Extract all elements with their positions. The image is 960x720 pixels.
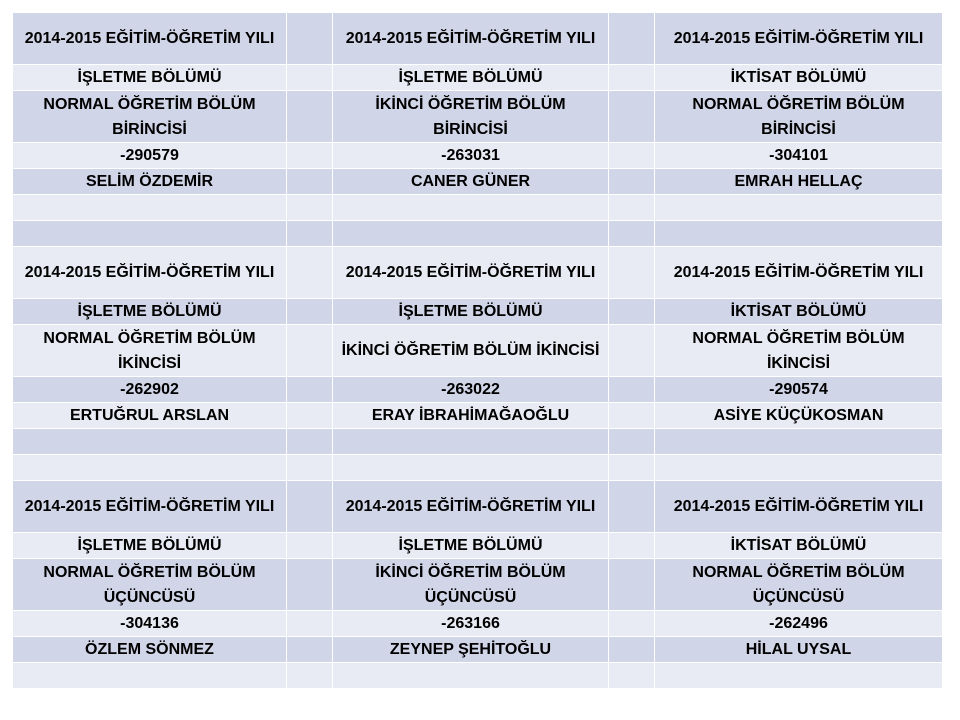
spacer-cell (287, 455, 333, 481)
spacer-cell (609, 65, 655, 91)
spacer-cell (287, 91, 333, 143)
year-cell: 2014-2015 EĞİTİM-ÖĞRETİM YILI (655, 481, 943, 533)
spacer-cell (287, 377, 333, 403)
rank-cell: İKİNCİ ÖĞRETİM BÖLÜM ÜÇÜNCÜSÜ (333, 559, 609, 611)
year-cell: 2014-2015 EĞİTİM-ÖĞRETİM YILI (655, 247, 943, 299)
rank-cell: NORMAL ÖĞRETİM BÖLÜM ÜÇÜNCÜSÜ (655, 559, 943, 611)
spacer-cell (287, 403, 333, 429)
year-cell: 2014-2015 EĞİTİM-ÖĞRETİM YILI (333, 13, 609, 65)
spacer-cell (287, 65, 333, 91)
rank-cell: NORMAL ÖĞRETİM BÖLÜM ÜÇÜNCÜSÜ (13, 559, 287, 611)
empty-cell (333, 455, 609, 481)
spacer-cell (287, 143, 333, 169)
table-row (13, 169, 943, 195)
student-number-cell: -262496 (655, 611, 943, 637)
spacer-cell (609, 611, 655, 637)
department-cell: İŞLETME BÖLÜMÜ (333, 299, 609, 325)
student-name-cell: ERTUĞRUL ARSLAN (13, 403, 287, 429)
rank-cell: NORMAL ÖĞRETİM BÖLÜM BİRİNCİSİ (655, 91, 943, 143)
student-number-cell: -263031 (333, 143, 609, 169)
spacer-cell (609, 325, 655, 377)
spacer-cell (287, 429, 333, 455)
spacer-cell (609, 403, 655, 429)
spacer-cell (287, 481, 333, 533)
spacer-cell (287, 611, 333, 637)
empty-cell (333, 429, 609, 455)
student-number-cell: -262902 (13, 377, 287, 403)
spacer-cell (287, 637, 333, 663)
empty-row (13, 663, 943, 689)
rank-cell: NORMAL ÖĞRETİM BÖLÜM İKİNCİSİ (13, 325, 287, 377)
table-row (13, 91, 943, 143)
empty-cell (333, 195, 609, 221)
spacer-cell (609, 195, 655, 221)
student-number-cell: -304136 (13, 611, 287, 637)
department-cell: İKTİSAT BÖLÜMÜ (655, 533, 943, 559)
spacer-cell (287, 247, 333, 299)
department-cell: İKTİSAT BÖLÜMÜ (655, 299, 943, 325)
spacer-cell (609, 637, 655, 663)
spacer-cell (609, 559, 655, 611)
department-cell: İŞLETME BÖLÜMÜ (333, 533, 609, 559)
empty-cell (13, 221, 287, 247)
spacer-cell (287, 13, 333, 65)
student-name-cell: ERAY İBRAHİMAĞAOĞLU (333, 403, 609, 429)
table-row (13, 247, 943, 299)
empty-cell (655, 455, 943, 481)
table-row (13, 403, 943, 429)
spacer-cell (609, 247, 655, 299)
student-name-cell: ÖZLEM SÖNMEZ (13, 637, 287, 663)
empty-row (13, 195, 943, 221)
empty-row (13, 221, 943, 247)
rank-cell: NORMAL ÖĞRETİM BÖLÜM BİRİNCİSİ (13, 91, 287, 143)
empty-cell (13, 455, 287, 481)
department-cell: İŞLETME BÖLÜMÜ (13, 533, 287, 559)
spacer-cell (609, 169, 655, 195)
table-row (13, 143, 943, 169)
student-number-cell: -290579 (13, 143, 287, 169)
department-cell: İŞLETME BÖLÜMÜ (333, 65, 609, 91)
spacer-cell (609, 377, 655, 403)
year-cell: 2014-2015 EĞİTİM-ÖĞRETİM YILI (333, 247, 609, 299)
spacer-cell (609, 481, 655, 533)
empty-cell (655, 195, 943, 221)
year-cell: 2014-2015 EĞİTİM-ÖĞRETİM YILI (333, 481, 609, 533)
student-name-cell: ASİYE KÜÇÜKOSMAN (655, 403, 943, 429)
table-row (13, 559, 943, 611)
table-row (13, 481, 943, 533)
table-row (13, 325, 943, 377)
student-name-cell: ZEYNEP ŞEHİTOĞLU (333, 637, 609, 663)
student-number-cell: -263166 (333, 611, 609, 637)
spacer-cell (609, 533, 655, 559)
empty-row (13, 429, 943, 455)
year-cell: 2014-2015 EĞİTİM-ÖĞRETİM YILI (655, 13, 943, 65)
empty-cell (333, 663, 609, 689)
empty-cell (13, 195, 287, 221)
student-name-cell: CANER GÜNER (333, 169, 609, 195)
spacer-cell (287, 559, 333, 611)
table-row (13, 65, 943, 91)
spacer-cell (287, 169, 333, 195)
spacer-cell (609, 299, 655, 325)
table-row (13, 533, 943, 559)
empty-cell (13, 663, 287, 689)
spacer-cell (287, 195, 333, 221)
table-row (13, 611, 943, 637)
table-row (13, 637, 943, 663)
spacer-cell (609, 663, 655, 689)
spacer-cell (287, 663, 333, 689)
spacer-cell (287, 221, 333, 247)
table-row (13, 377, 943, 403)
student-number-cell: -290574 (655, 377, 943, 403)
student-name-cell: SELİM ÖZDEMİR (13, 169, 287, 195)
empty-cell (655, 221, 943, 247)
table-row (13, 13, 943, 65)
spacer-cell (609, 455, 655, 481)
student-number-cell: -263022 (333, 377, 609, 403)
spacer-cell (287, 533, 333, 559)
rank-cell: İKİNCİ ÖĞRETİM BÖLÜM İKİNCİSİ (333, 325, 609, 377)
empty-cell (655, 429, 943, 455)
spacer-cell (609, 143, 655, 169)
empty-cell (655, 663, 943, 689)
spacer-cell (609, 13, 655, 65)
year-cell: 2014-2015 EĞİTİM-ÖĞRETİM YILI (13, 247, 287, 299)
table-row (13, 299, 943, 325)
department-cell: İKTİSAT BÖLÜMÜ (655, 65, 943, 91)
spacer-cell (609, 91, 655, 143)
spacer-cell (609, 429, 655, 455)
department-cell: İŞLETME BÖLÜMÜ (13, 65, 287, 91)
rank-cell: NORMAL ÖĞRETİM BÖLÜM İKİNCİSİ (655, 325, 943, 377)
student-name-cell: HİLAL UYSAL (655, 637, 943, 663)
empty-cell (333, 221, 609, 247)
student-number-cell: -304101 (655, 143, 943, 169)
rank-cell: İKİNCİ ÖĞRETİM BÖLÜM BİRİNCİSİ (333, 91, 609, 143)
empty-row (13, 455, 943, 481)
empty-cell (13, 429, 287, 455)
year-cell: 2014-2015 EĞİTİM-ÖĞRETİM YILI (13, 13, 287, 65)
department-cell: İŞLETME BÖLÜMÜ (13, 299, 287, 325)
spacer-cell (609, 221, 655, 247)
spacer-cell (287, 325, 333, 377)
spacer-cell (287, 299, 333, 325)
student-name-cell: EMRAH HELLAÇ (655, 169, 943, 195)
year-cell: 2014-2015 EĞİTİM-ÖĞRETİM YILI (13, 481, 287, 533)
honors-table-body (13, 13, 943, 689)
honors-table (12, 12, 943, 689)
